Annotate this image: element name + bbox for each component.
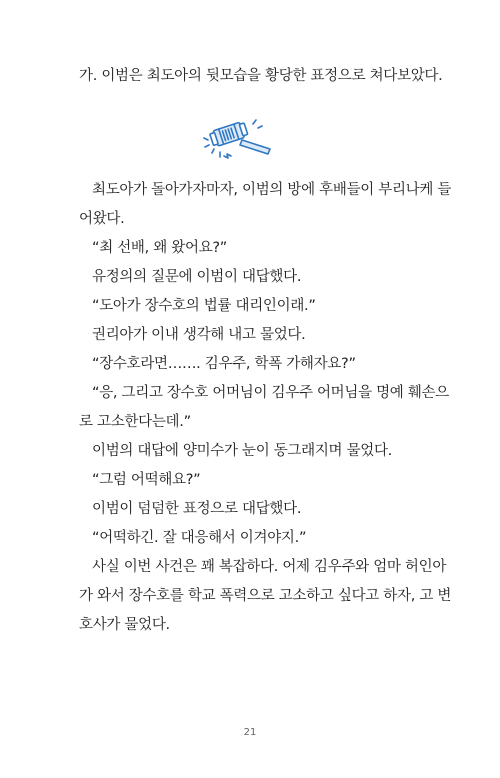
text-line: “그럼 어떡해요?” — [92, 472, 201, 488]
text-line: 유정의의 질문에 이범이 대답했다. — [92, 269, 302, 285]
text-line: 로 고소한다는데.” — [79, 414, 191, 430]
page-number: 21 — [243, 727, 257, 738]
text-line: “응, 그리고 장수호 어머님이 김우주 어머님을 명예 훼손으 — [92, 385, 449, 401]
text-line: “도아가 장수호의 법률 대리인이래.” — [92, 298, 316, 314]
text-line: 이범이 덤덤한 표정으로 대답했다. — [92, 501, 302, 517]
text-line: “어떡하긴. 잘 대응해서 이겨야지.” — [92, 530, 307, 546]
text-line: 어왔다. — [79, 211, 125, 227]
text-line: “최 선배, 왜 왔어요?” — [92, 240, 228, 256]
text-line: 권리아가 이내 생각해 내고 물었다. — [92, 327, 306, 343]
text-line: 호사가 물었다. — [79, 617, 170, 633]
text-line: 사실 이번 사건은 꽤 복잡하다. 어제 김우주와 엄마 허인아 — [92, 559, 447, 575]
text-line: “장수호라면……. 김우주, 학폭 가해자요?” — [92, 356, 356, 372]
text-line: 최도아가 돌아가자마자, 이범의 방에 후배들이 부리나케 들 — [92, 182, 452, 198]
text-line: 가. 이범은 최도아의 뒷모습을 황당한 표정으로 쳐다보았다. — [79, 68, 443, 84]
gavel-icon — [202, 116, 276, 162]
text-line: 이범의 대답에 양미수가 눈이 동그래지며 물었다. — [92, 443, 392, 459]
text-line: 가 와서 장수호를 학교 폭력으로 고소하고 싶다고 하자, 고 변 — [79, 588, 452, 604]
